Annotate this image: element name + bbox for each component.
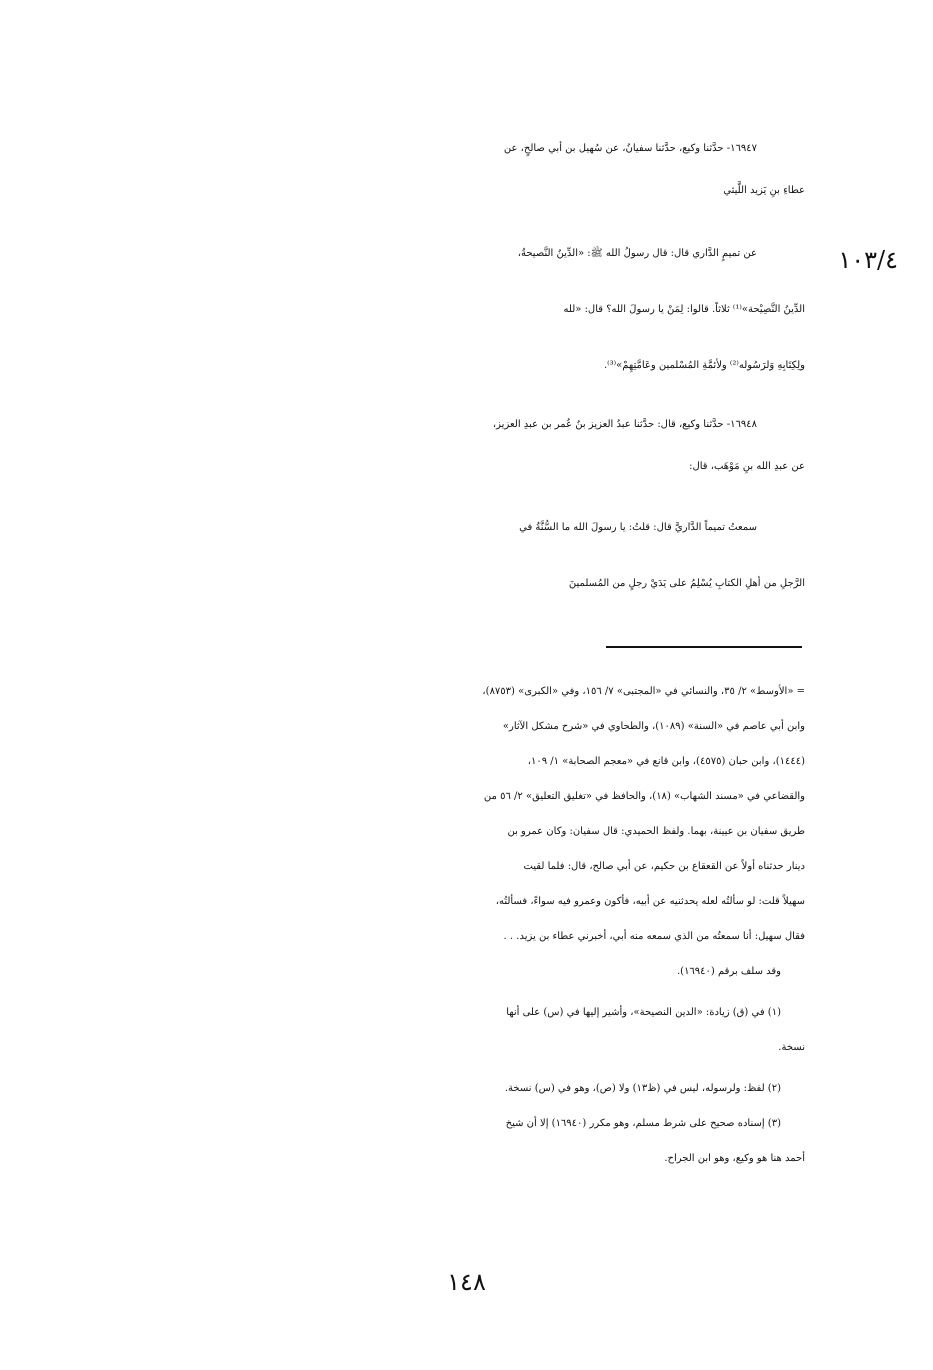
- hadith-16947-isnad: [100, 128, 805, 212]
- matn-line: الدِّينُ النَّصِيْحة»⁽¹⁾ ثلاثاً. قالوا: لِمَنْ يا رسولَ الله؟ قال: «لله: [563, 304, 805, 315]
- footnote-2: [100, 1071, 805, 1106]
- page-number: ١٤٨: [447, 1268, 486, 1296]
- hadith-16947-matn: [100, 226, 805, 394]
- footnote-line: = «الأوسط» ٢/ ٣٥، والنسائي في «المجتبى» ٧/ ١٥٦، وفي «الكبرى» (٨٧٥٣)،: [482, 686, 805, 697]
- isnad-line: ١٦٩٤٨- حدَّثنا وكيع، قال: حدَّثنا عبدُ العزيز بنُ عُمر بن عبدِ العزيز،: [492, 419, 757, 430]
- footnote-line: أحمد هنا هو وكيع، وهو ابن الجراح.: [664, 1153, 805, 1164]
- footnote-line: وابن أبي عاصم في «السنة» (١٠٨٩)، والطحاوي في «شرح مشكل الآثار»: [502, 721, 805, 732]
- margin-volume-page-reference: ١٠٣/٤: [838, 246, 898, 274]
- footnote-line: دينار حدثناه أولاً عن القعقاع بن حكيم، عن أبي صالح، قال: فلما لقيت: [523, 861, 805, 872]
- footnote-line: (٣) إسناده صحيح على شرط مسلم، وهو مكرر (١٦٩٤٠) إلا أن شيخ: [505, 1118, 781, 1129]
- matn-line: الرَّجلِ من أهلِ الكتابِ يُسْلِمُ على يَدَيْ رجلٍ من المُسلمينَ: [568, 578, 805, 589]
- isnad-line: عن عبدِ الله بنِ مَوْهَب، قال:: [689, 461, 805, 472]
- matn-line: عن تميمٍ الدَّاري قال: قال رسولُ الله ﷺ: «الدِّينُ النَّصيحةُ،: [517, 248, 757, 259]
- footnote-line: والقضاعي في «مسند الشهاب» (١٨)، والحافظ في «تغليق التعليق» ٢/ ٥٦ من: [483, 791, 805, 802]
- hadith-16948-isnad: [100, 404, 805, 488]
- hadith-16948-matn: [100, 500, 805, 612]
- footnote-line: طريق سفيان بن عيينة، بهما. ولفظ الحميدي: قال سفيان: وكان عمرو بن: [507, 826, 805, 837]
- footnote-continuation: [100, 674, 805, 989]
- matn-line: ولِكِتَابِهِ وَلرَسُوله⁽²⁾ ولأئمَّةِ المُسْلمين وعَامَّتِهِمْ»⁽³⁾.: [603, 360, 805, 371]
- footnotes: [100, 674, 805, 1176]
- footnote-line: (٢) لفظ: ولرسوله، ليس في (ظ١٣) ولا (ص)، وهو في (س) نسخة.: [504, 1083, 781, 1094]
- matn-line: سمعتُ تميماً الدَّاريَّ قال: قلتُ: يا رسولَ الله ما السُّنَّةُ في: [519, 522, 757, 533]
- footnote-separator: [606, 646, 802, 648]
- footnote-line: (١) في (ق) زيادة: «الدين النصيحة»، وأشير إليها في (س) على أنها: [506, 1007, 781, 1018]
- footnote-line: نسخة.: [778, 1042, 805, 1053]
- footnote-line: وقد سلف برقم (١٦٩٤٠).: [676, 966, 781, 977]
- footnote-line: (١٤٤٤)، وابن حبان (٤٥٧٥)، وابن قانع في «معجم الصحابة» ١/ ١٠٩،: [527, 756, 805, 767]
- isnad-line: عطاءِ بنِ يَزيد اللَّيثي: [723, 185, 805, 196]
- footnote-1: [100, 995, 805, 1065]
- footnote-line: فقال سهيل: أنا سمعتُه من الذي سمعه منه أبي، أخبرني عطاء بن يزيد. . .: [503, 931, 805, 942]
- isnad-line: ١٦٩٤٧- حدَّثنا وكيع، حدَّثنا سفيانُ، عن سُهيل بن أبي صالحٍ، عن: [503, 143, 757, 154]
- footnote-line: سهيلاً قلت: لو سألتُه لعله يحدثنيه عن أبيه، فأكون وعمرو فيه سواءً، فسألتُه،: [495, 896, 805, 907]
- footnote-3: [100, 1106, 805, 1176]
